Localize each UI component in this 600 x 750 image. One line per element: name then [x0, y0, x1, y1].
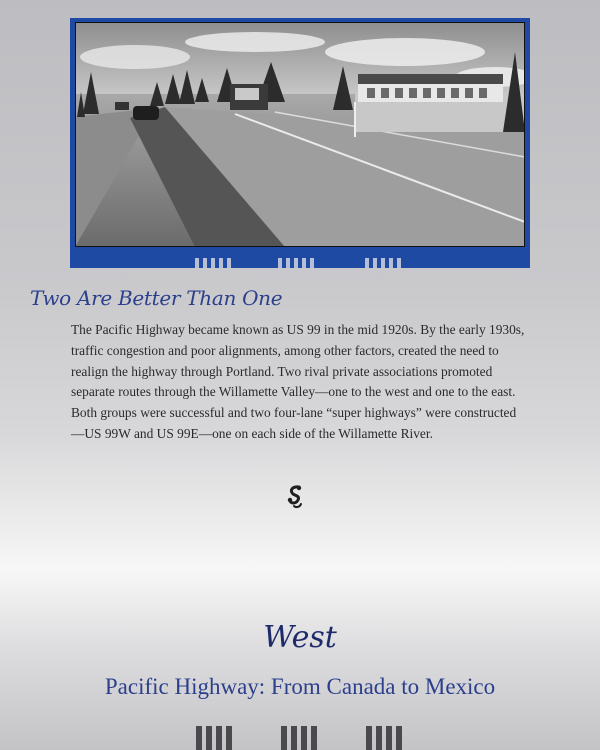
tick-bar: [376, 726, 382, 750]
frame-tick-marks-right: [365, 258, 401, 268]
photo-frame: [70, 18, 530, 268]
tick-bar: [216, 726, 222, 750]
tick-bar: [381, 258, 385, 268]
tick-bar: [386, 726, 392, 750]
tick-bar: [397, 258, 401, 268]
tick-bar: [373, 258, 377, 268]
panel-title: Two Are Better Than One: [30, 286, 283, 310]
tick-bar: [226, 726, 232, 750]
tick-bar: [203, 258, 207, 268]
tick-bar: [211, 258, 215, 268]
tick-bar: [281, 726, 287, 750]
tick-bar: [366, 726, 372, 750]
tick-bar: [278, 258, 282, 268]
tick-bar: [396, 726, 402, 750]
tick-bar: [219, 258, 223, 268]
highway-photo-illustration: [75, 22, 525, 247]
tick-bar: [389, 258, 393, 268]
tick-bar: [227, 258, 231, 268]
tick-bar: [286, 258, 290, 268]
frame-tick-marks-center: [278, 258, 314, 268]
tick-bar: [294, 258, 298, 268]
tick-bar: [301, 726, 307, 750]
series-title: Pacific Highway: From Canada to Mexico: [104, 674, 496, 699]
panel-body-text: The Pacific Highway became known as US 99 in the mid 1920s. By the early 1930s, traffic congestion and poor alignments, among other factors, created the need to realign the highway through Portland. Two rival private associations promoted separate routes through the Willamette Valley—one to the west and one to the east. Both groups were successful and two four-lane “super highways” were constructed—US 99W and US 99E—one on each side of the Willamette River.: [71, 322, 525, 441]
footer-tick-marks-left: [196, 726, 232, 750]
footer-tick-marks-right: [366, 726, 402, 750]
frame-tick-marks-left: [195, 258, 231, 268]
tick-bar: [365, 258, 369, 268]
ornament-icon: [284, 484, 308, 510]
section-heading-west: West: [263, 620, 337, 655]
tick-bar: [196, 726, 202, 750]
tick-bar: [310, 258, 314, 268]
tick-bar: [302, 258, 306, 268]
tick-bar: [195, 258, 199, 268]
tick-bar: [291, 726, 297, 750]
tick-bar: [311, 726, 317, 750]
highway-photo: [75, 22, 525, 247]
footer-tick-marks-center: [281, 726, 317, 750]
tick-bar: [206, 726, 212, 750]
